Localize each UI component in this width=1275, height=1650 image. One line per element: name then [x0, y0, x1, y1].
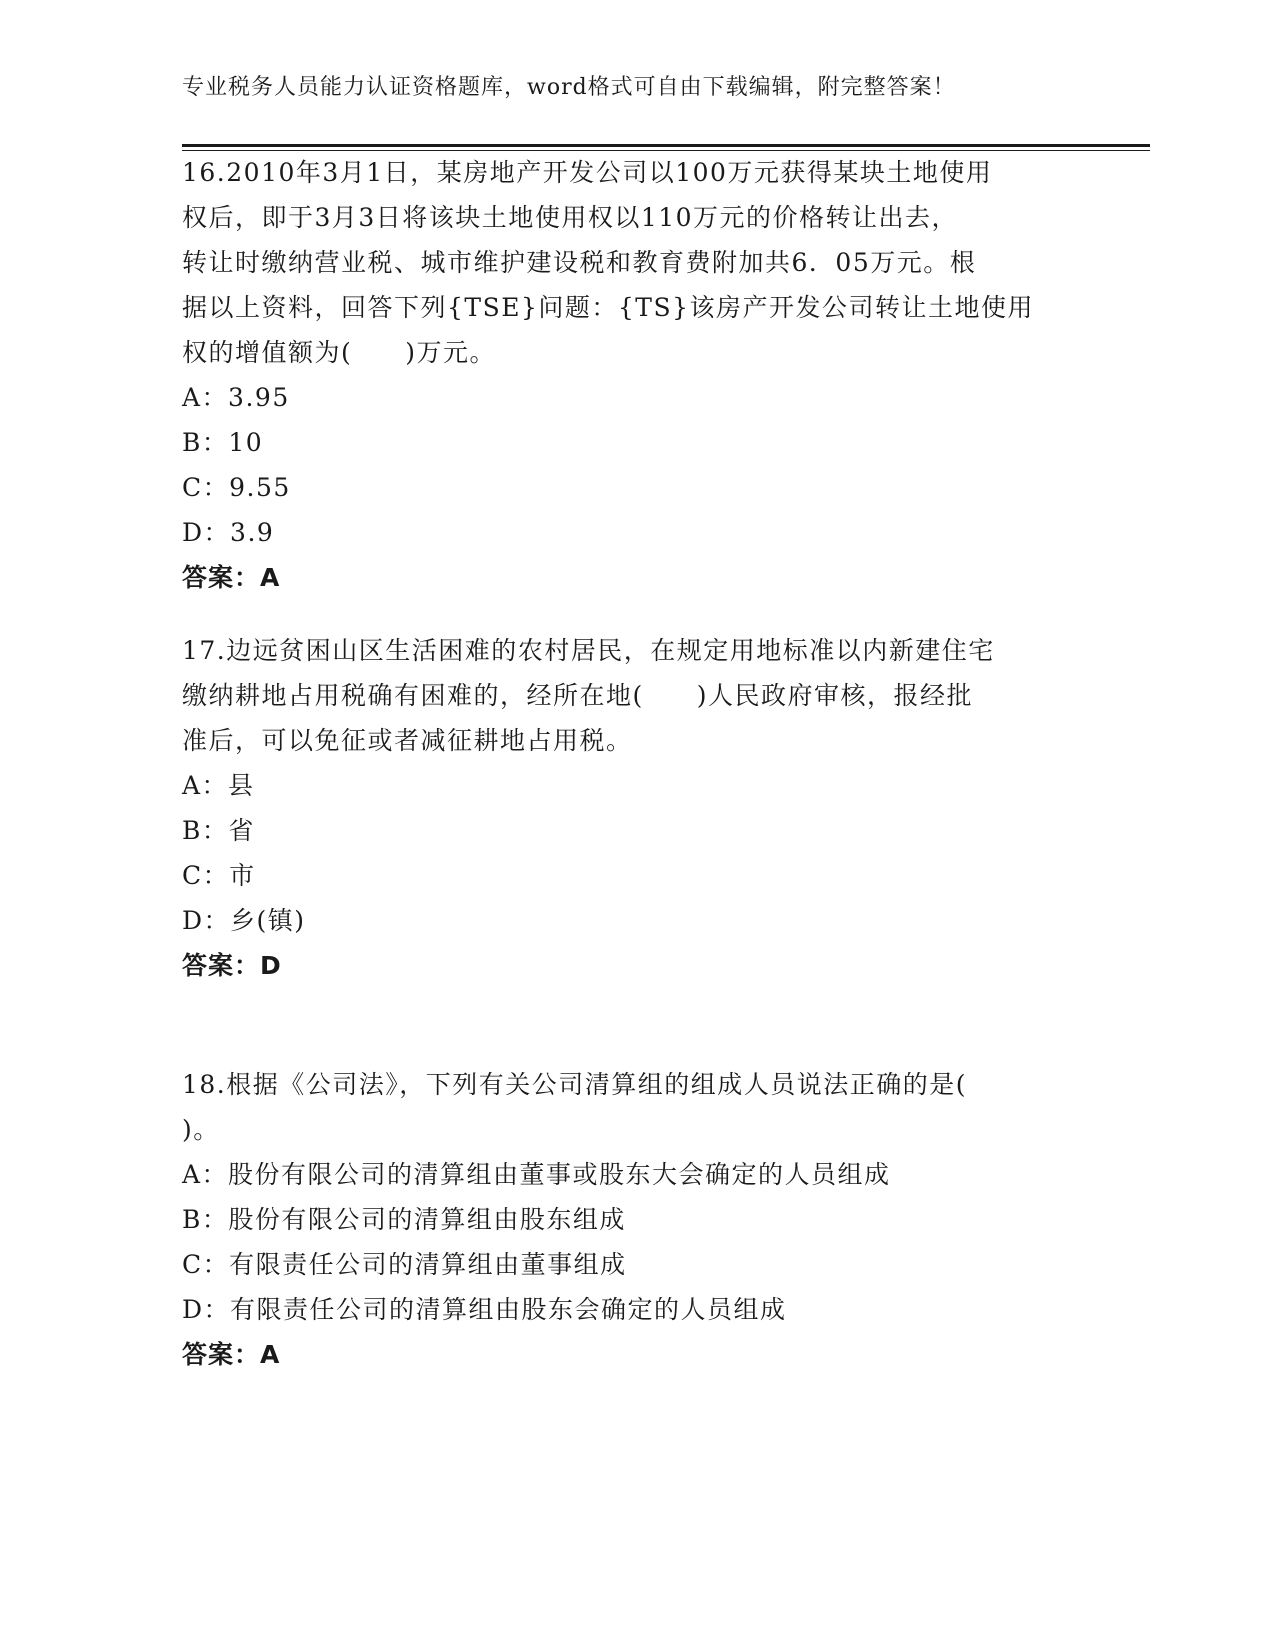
option-a: A：3.95 [182, 383, 290, 412]
question-stem: 17.边远贫困山区生活困难的农村居民，在规定用地标准以内新建住宅 缴纳耕地占用税确有困难的，经所在地( )人民政府审核，报经批 准后，可以免征或者减征耕地占用税。 [182, 636, 995, 755]
answer-label: 答案：A [182, 563, 281, 592]
question-stem: 18.根据《公司法》，下列有关公司清算组的组成人员说法正确的是( )。 [182, 1070, 968, 1144]
option-c: C：有限责任公司的清算组由董事组成 [182, 1250, 627, 1279]
question-16 [182, 150, 1072, 600]
option-b: B：省 [182, 816, 255, 845]
question-17 [182, 628, 1072, 988]
option-c: C：9.55 [182, 473, 291, 502]
option-b: B：股份有限公司的清算组由股东组成 [182, 1205, 626, 1234]
option-c: C：市 [182, 861, 256, 890]
option-d: D：有限责任公司的清算组由股东会确定的人员组成 [182, 1295, 787, 1324]
question-stem: 16.2010年3月1日，某房地产开发公司以100万元获得某块土地使用 权后，即于3月3日将该块土地使用权以110万元的价格转让出去， 转让时缴纳营业税、城市维护建设税和教育费附加共6．05万元。根 据以上资料，回答下列{TSE}问题：{TS}该房产开发公司转让土地使用 权的增值额为( )万元。 [182, 158, 1034, 367]
answer-label: 答案：D [182, 951, 282, 980]
option-a: A：县 [182, 771, 255, 800]
answer-label: 答案：A [182, 1340, 281, 1369]
option-d: D：3.9 [182, 518, 275, 547]
header-divider-thick [182, 144, 1150, 147]
option-d: D：乡(镇) [182, 906, 306, 935]
option-b: B：10 [182, 428, 264, 457]
document-header: 专业税务人员能力认证资格题库，word格式可自由下载编辑，附完整答案！ [182, 75, 956, 100]
option-a: A：股份有限公司的清算组由董事或股东大会确定的人员组成 [182, 1160, 891, 1189]
question-18 [182, 1062, 1072, 1377]
